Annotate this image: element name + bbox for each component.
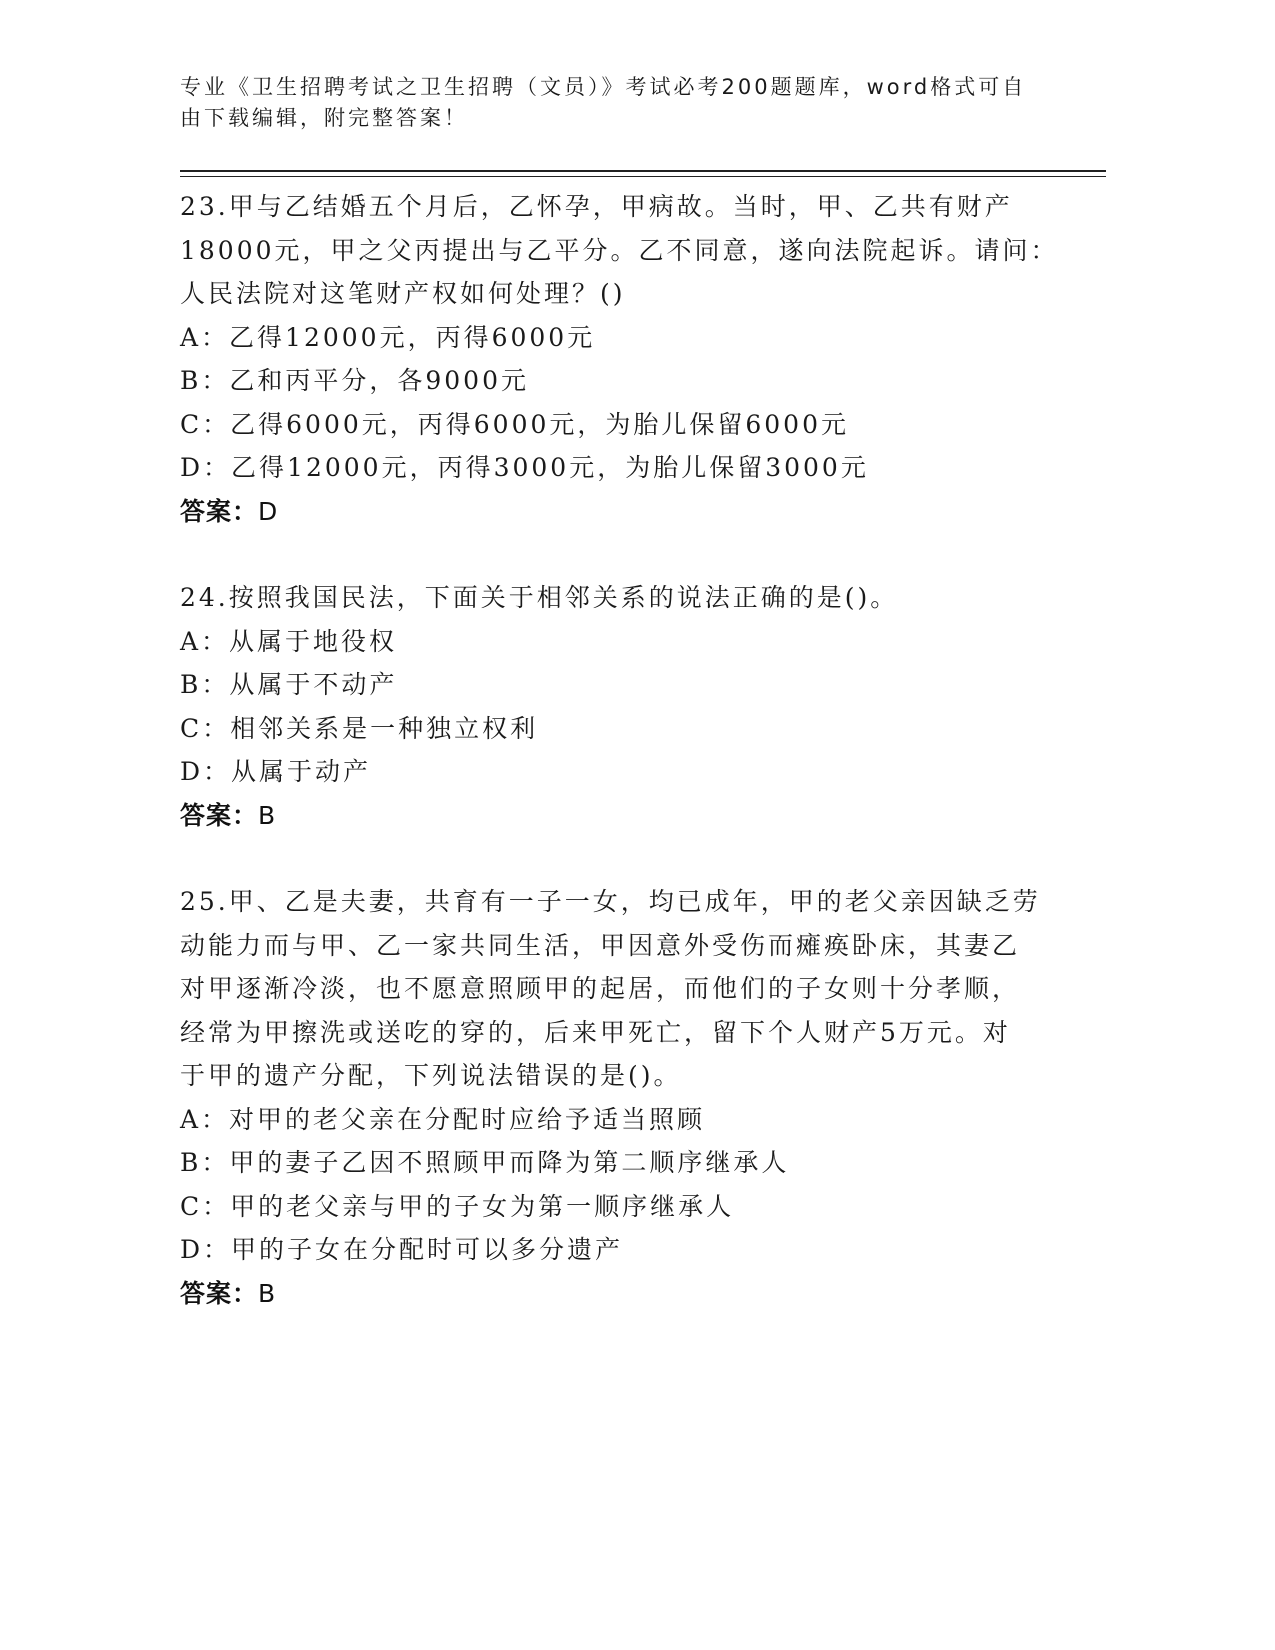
option-a: A：从属于地役权 — [180, 626, 398, 656]
answer — [180, 490, 1040, 534]
answer — [180, 1272, 1040, 1316]
answer-value: D — [258, 496, 279, 526]
answer-value: B — [258, 800, 277, 830]
question-stem — [180, 576, 1040, 620]
header-divider-thin — [180, 176, 1106, 177]
option-b: B：从属于不动产 — [180, 670, 398, 699]
header-line: 由下载编辑，附完整答案！ — [180, 106, 468, 130]
question-stem — [180, 185, 1059, 316]
question-23 — [180, 185, 1059, 533]
stem-line: 经常为甲擦洗或送吃的穿的，后来甲死亡，留下个人财产5万元。对 — [180, 1017, 1011, 1047]
stem-line: 25.甲、乙是夫妻，共育有一子一女，均已成年，甲的老父亲因缺乏劳 — [180, 887, 1041, 916]
option-a: A：乙得12000元，丙得6000元 — [180, 322, 596, 352]
answer-label: 答案： — [180, 496, 259, 526]
document-header — [180, 72, 1040, 134]
option-d: D：乙得12000元，丙得3000元，为胎儿保留3000元 — [180, 453, 869, 482]
stem-line: 于甲的遗产分配，下列说法错误的是()。 — [180, 1061, 682, 1090]
question-24 — [180, 576, 1040, 837]
answer — [180, 794, 1040, 838]
header-line: 专业《卫生招聘考试之卫生招聘（文员）》考试必考200题题库，word格式可自 — [180, 75, 1027, 99]
stem-line: 24.按照我国民法，下面关于相邻关系的说法正确的是()。 — [180, 583, 899, 612]
stem-line: 18000元，甲之父丙提出与乙平分。乙不同意，遂向法院起诉。请问： — [180, 235, 1059, 265]
stem-line: 23.甲与乙结婚五个月后，乙怀孕，甲病故。当时，甲、乙共有财产 — [180, 192, 1013, 221]
option-b: B：乙和丙平分，各9000元 — [180, 366, 529, 395]
question-25 — [180, 880, 1040, 1315]
option-c: C：乙得6000元，丙得6000元，为胎儿保留6000元 — [180, 409, 849, 439]
stem-line: 对甲逐渐冷淡，也不愿意照顾甲的起居，而他们的子女则十分孝顺， — [180, 974, 1021, 1003]
question-stem — [180, 880, 1040, 1098]
question-list — [180, 185, 1059, 1315]
stem-line: 人民法院对这笔财产权如何处理？() — [180, 279, 626, 308]
option-d: D：从属于动产 — [180, 757, 372, 786]
option-d: D：甲的子女在分配时可以多分遗产 — [180, 1235, 624, 1264]
header-divider — [180, 170, 1106, 172]
option-a: A：对甲的老父亲在分配时应给予适当照顾 — [180, 1104, 706, 1134]
option-c: C：相邻关系是一种独立权利 — [180, 713, 539, 743]
option-c: C：甲的老父亲与甲的子女为第一顺序继承人 — [180, 1191, 735, 1221]
answer-label: 答案： — [180, 800, 259, 830]
option-b: B：甲的妻子乙因不照顾甲而降为第二顺序继承人 — [180, 1148, 790, 1177]
answer-value: B — [258, 1278, 277, 1308]
stem-line: 动能力而与甲、乙一家共同生活，甲因意外受伤而瘫痪卧床，其妻乙 — [180, 930, 1021, 960]
answer-label: 答案： — [180, 1278, 259, 1308]
